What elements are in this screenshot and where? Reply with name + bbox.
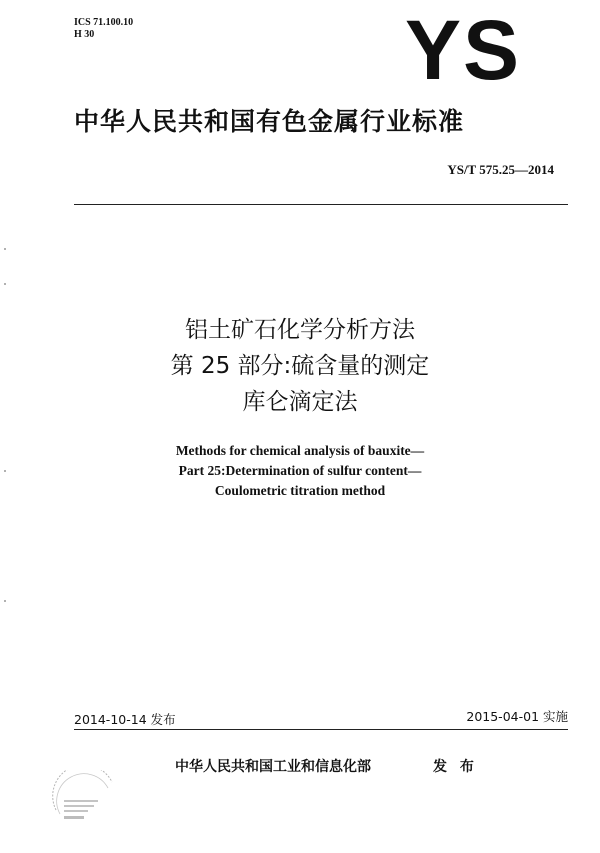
ys-logo: YS	[405, 3, 522, 97]
implementation-date: 2015-04-01 实施	[466, 709, 568, 724]
ics-code: ICS 71.100.10	[74, 17, 134, 28]
issue-date: 2014-10-14 发布	[74, 712, 176, 727]
english-title-line: Part 25:Determination of sulfur content—	[178, 463, 422, 478]
standard-category-title: 中华人民共和国有色金属行业标准	[74, 107, 465, 136]
english-title	[0, 441, 600, 501]
top-divider	[74, 204, 568, 205]
watermark-stamp-icon	[50, 770, 122, 832]
classification-codes	[74, 17, 133, 41]
english-title-line: Methods for chemical analysis of bauxite—	[175, 443, 425, 458]
ccs-code: H 30	[74, 29, 95, 40]
standard-number: YS/T 575.25—2014	[447, 162, 554, 177]
chinese-title-line: 库仑滴定法	[242, 389, 358, 415]
chinese-title-line: 第 25 部分:硫含量的测定	[170, 353, 430, 379]
english-title-line: Coulometric titration method	[214, 483, 386, 498]
bottom-divider	[74, 729, 568, 730]
chinese-title-line: 铝土矿石化学分析方法	[185, 317, 415, 343]
publisher-name: 中华人民共和国工业和信息化部	[175, 759, 371, 775]
chinese-title	[0, 312, 600, 420]
publish-label: 发 布	[433, 759, 478, 775]
